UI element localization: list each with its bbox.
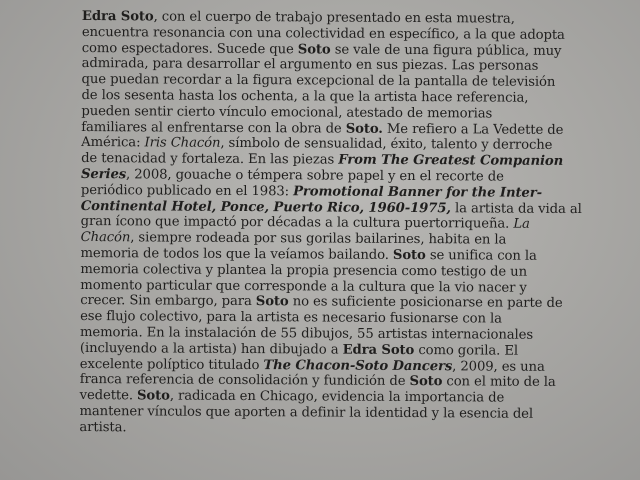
text-segment: como espectadores. Sucede que bbox=[81, 40, 298, 57]
text-segment: excelente políptico titulado bbox=[79, 356, 264, 373]
text-segment: Promotional Banner for the Inter- bbox=[293, 184, 543, 201]
text-segment: gran ícono que impactó por décadas a la cultura puertorriqueña. bbox=[80, 214, 514, 232]
text-segment: Edra Soto bbox=[81, 9, 154, 25]
text-segment: Edra Soto bbox=[342, 342, 415, 358]
text-segment: admirada, para desarrollar el argumento en sus piezas. Las personas bbox=[81, 56, 539, 75]
text-segment: la artista da vida al bbox=[450, 200, 582, 217]
text-segment: Soto bbox=[392, 247, 426, 264]
exhibition-text-paragraph bbox=[79, 9, 582, 438]
text-segment: Soto bbox=[136, 388, 170, 404]
text-segment: La bbox=[513, 216, 530, 233]
text-segment: familiares al enfrentarse con la obra de bbox=[81, 119, 346, 137]
text-segment: , 2009, es una bbox=[452, 358, 545, 375]
text-segment: , símbolo de sensualidad, éxito, talento y derroche bbox=[220, 136, 553, 154]
text-line bbox=[79, 404, 559, 423]
text-segment: memoria. En la instalación de 55 dibujos, 55 artistas internacionales bbox=[79, 324, 534, 343]
text-segment: crecer. Sin embargo, para bbox=[80, 293, 256, 310]
text-segment: Soto bbox=[297, 41, 331, 58]
text-segment: franca referencia de consolidación y fundición de bbox=[79, 372, 410, 390]
text-segment: Soto bbox=[409, 374, 443, 390]
text-segment: Soto. bbox=[345, 121, 383, 137]
text-segment: momento particular que corresponde a la cultura que la vio nacer y bbox=[80, 277, 527, 296]
text-segment: , 2008, gouache o témpera sobre papel y en el recorte de bbox=[126, 167, 504, 185]
text-segment: se unifica con la bbox=[425, 248, 537, 264]
text-segment: Me refiero a La Vedette de bbox=[382, 121, 564, 138]
text-segment: ese flujo colectivo, para la artista es necesario fusionarse con la bbox=[80, 309, 502, 327]
text-segment: , siempre rodeada por sus gorilas bailarines, habita en la bbox=[130, 230, 507, 248]
text-segment: , radicada en Chicago, evidencia la importancia de bbox=[169, 388, 505, 406]
text-segment: encuentra resonancia con una colectividad en específico, a la que adopta bbox=[81, 24, 565, 43]
text-segment: como gorila. El bbox=[414, 342, 519, 359]
text-segment: memoria colectiva y plantea la propia presencia como testigo de un bbox=[80, 261, 528, 280]
text-segment: From The Greatest Companion bbox=[338, 152, 564, 170]
text-segment: que puedan recordar a la figura excepcional de la pantalla de televisión bbox=[81, 72, 556, 91]
text-segment: Series bbox=[80, 166, 127, 183]
text-line bbox=[79, 420, 559, 439]
text-segment: Continental Hotel, Ponce, Puerto Rico, 1960-1975, bbox=[80, 198, 451, 216]
text-segment: de tenacidad y fortaleza. En las piezas bbox=[81, 151, 339, 168]
text-segment: no es suficiente posicionarse en parte de bbox=[288, 294, 563, 312]
text-segment: periódico publicado en el 1983: bbox=[80, 182, 294, 200]
text-segment: , con el cuerpo de trabajo presentado en esta muestra, bbox=[153, 9, 515, 27]
text-segment: pueden sentir cierto vínculo emocional, atestado de memorias bbox=[81, 103, 493, 122]
text-segment: se vale de una figura pública, muy bbox=[330, 42, 562, 59]
text-segment: de los sesenta hasta los ochenta, a la que la artista hace referencia, bbox=[81, 87, 529, 106]
text-segment: memoria de todos los que la veíamos bailando. bbox=[80, 245, 393, 263]
text-segment: Chacón bbox=[80, 230, 131, 246]
text-segment: América: bbox=[81, 135, 145, 151]
text-segment: vedette. bbox=[79, 388, 138, 404]
text-segment: The Chacon-Soto Dancers bbox=[263, 357, 453, 374]
text-segment: artista. bbox=[79, 419, 127, 435]
text-segment: mantener vínculos que aporten a definir la identidad y la esencia del bbox=[79, 403, 534, 422]
text-segment: Soto bbox=[255, 294, 289, 310]
text-segment: (incluyendo a la artista) han dibujado a bbox=[79, 340, 343, 358]
text-segment: Iris Chacón bbox=[144, 135, 221, 152]
text-segment: con el mito de la bbox=[442, 374, 556, 391]
